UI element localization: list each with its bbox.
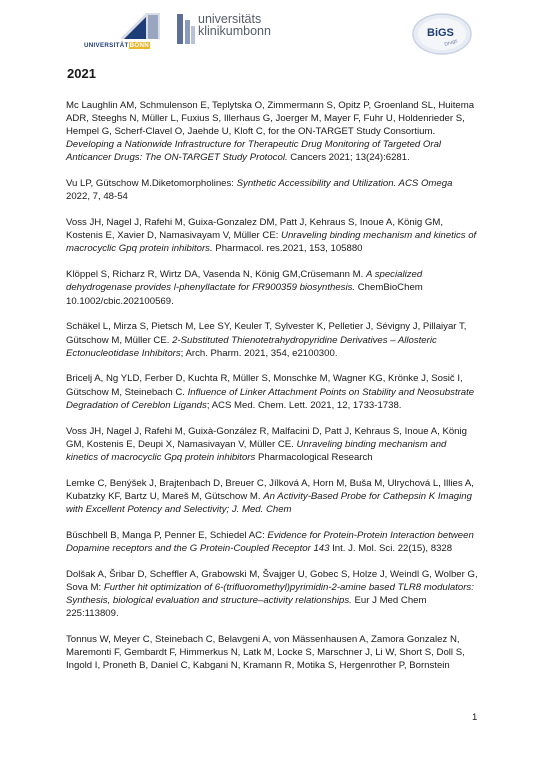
universitaetsklinikum-bonn-logo [176, 12, 296, 48]
page-header [0, 0, 543, 60]
reference-title: Developing a Nationwide Infrastructure for Therapeutic Drug Monitoring of Targeted Oral Anticancer Drugs: The ON-TARGET Study Protocol. [66, 139, 442, 164]
reference-entry [66, 372, 478, 411]
reference-authors: Lemke C, Benýšek J, Brajtenbach D, Breuer C, Jílková A, Horn M, Buša M, Ulrychová L, Illies A, Kubatzky KF, Bartz U, Mareš M, Gütschow M. [66, 477, 474, 502]
reference-entry [66, 633, 478, 672]
reference-authors: Schäkel L, Mirza S, Pietsch M, Lee SY, Keuler T, Sylvester K, Pelletier J, Sévigny J, Pillaiyar T, Gütschow M, Müller CE. [66, 321, 467, 346]
klinikum-emblem-icon [176, 12, 196, 46]
reference-title: An Activity-Based Probe for Cathepsin K Imaging with Excellent Potency and Selectivity; J. Med. Chem [66, 490, 472, 515]
reference-source: 2022, 7, 48-54 [66, 191, 128, 203]
page-number: 1 [472, 712, 478, 723]
reference-title: Further hit optimization of 6-(trifluoromethyl)pyrimidin-2-amine based TLR8 modulators: Synthesis, biological evaluation and structure–activity relationships. [66, 581, 474, 606]
reference-source: Int. J. Mol. Sci. 22(15), 8328 [329, 542, 453, 554]
reference-entry [66, 268, 478, 307]
uni-bonn-text-b: BONN [129, 42, 149, 49]
reference-authors: Tonnus W, Meyer C, Steinebach C, Belavgeni A, von Mässenhausen A, Zamora Gonzalez N, Maremonti F, Gembardt F, Himmerkus N, Latk M, Locke S, Marschner J, Li W, Short S, Doll S, Ingold I, Proneth B, Daniel C, Kabgani N, Kramann R, Motika S, Hergenrother P, Bornstein [66, 633, 465, 672]
reference-source: Pharmacological Research [255, 451, 373, 463]
reference-authors: Voss JH, Nagel J, Rafehi M, Guixa-Gonzalez DM, Patt J, Kehraus S, Inoue A, König GM, Kostenis E, Xavier D, Namasivayam V, Müller CE: [66, 217, 443, 242]
reference-authors: Klöppel S, Richarz R, Wirtz DA, Vasenda N, König GM,Crüsemann M. [66, 269, 366, 281]
reference-entry [66, 568, 478, 620]
reference-authors: Mc Laughlin AM, Schmulenson E, Teplytska O, Zimmermann S, Opitz P, Groenland SL, Huitema ADR, Steeghs N, Müller L, Fuxius S, Illerhaus G, Joerger M, Mayer F, Fuhr U, Holdenrieder S, Hempel G, Scherf-Clavel O, Jaehde U, Kloft C, for the ON-TARGET Study Consortium. [66, 100, 475, 138]
reference-authors: Voss JH, Nagel J, Rafehi M, Guixà-González R, Malfacini D, Patt J, Kehraus S, Inoue A, König GM, Kostenis E, Deupi X, Namasivayan V, Müller CE. [66, 425, 467, 450]
reference-source: ; Arch. Pharm. 2021, 354, e2100300. [180, 347, 338, 359]
reference-source: ; ACS Med. Chem. Lett. 2021, 12, 1733-1738. [206, 399, 402, 411]
reference-title: Unraveling binding mechanism and kinetics of macrocyclic Gpq protein inhibitors. [66, 230, 477, 255]
reference-title: Unraveling binding mechanism and kinetics of macrocyclic Gpq protein inhibitors [66, 438, 447, 463]
reference-entry [66, 177, 478, 203]
university-bonn-emblem-icon [120, 13, 160, 39]
page-title-year: 2021 [67, 66, 96, 81]
reference-entry [66, 99, 478, 164]
reference-authors: Bricelj A, Ng YLD, Ferber D, Kuchta R, Müller S, Monschke M, Wagner KG, Krönke J, Sosič I, Gütschow M, Steinebach C. [66, 373, 463, 398]
reference-title: A specialized dehydrogenase provides l-phenyllactate for FR900359 biosynthesis. [66, 269, 423, 294]
reference-authors: Büschbell B, Manga P, Penner E, Schiedel AC: [66, 529, 268, 541]
reference-title: 2-Substituted Thienotetrahydropyridine Derivatives – Allosteric Ectonucleotidase Inhibitors [66, 334, 437, 359]
reference-authors: Dolšak A, Šribar D, Scheffler A, Grabowski M, Švajger U, Gobec S, Holze J, Weindl G, Wolber G, Sova M: [66, 568, 478, 593]
reference-source: Cancers 2021; 13(24):6281. [287, 152, 410, 164]
bigs-text: BiGS [427, 27, 454, 39]
reference-list [66, 99, 478, 685]
reference-source: Eur J Med Chem 225:113809. [66, 594, 427, 619]
bigs-sub-text: Drugs [443, 38, 459, 48]
reference-title: Evidence for Protein-Protein Interaction between Dopamine receptors and the G Protein-Coupled Receptor 143 [66, 529, 474, 554]
reference-entry [66, 425, 478, 464]
reference-title: Influence of Linker Attachment Points on Stability and Neosubstrate Degradation of Cereblon Ligands [66, 386, 475, 411]
reference-source: ChemBioChem 10.1002/cbic.202100569. [66, 282, 423, 307]
reference-title: Synthetic Accessibility and Utilization. ACS Omega [236, 178, 453, 190]
klinikum-text: universitäts klinikumbonn [198, 12, 271, 38]
bigs-drugs-logo [410, 12, 474, 56]
uni-bonn-text-a: UNIVERSITÄT [84, 42, 129, 49]
university-bonn-logo [84, 13, 168, 49]
reference-entry [66, 320, 478, 359]
reference-entry [66, 477, 478, 516]
reference-authors: Vu LP, Gütschow M.Diketomorpholines: [66, 178, 237, 190]
reference-entry [66, 529, 478, 555]
reference-entry [66, 216, 478, 255]
reference-source: Pharmacol. res.2021, 153, 105880 [212, 243, 363, 255]
